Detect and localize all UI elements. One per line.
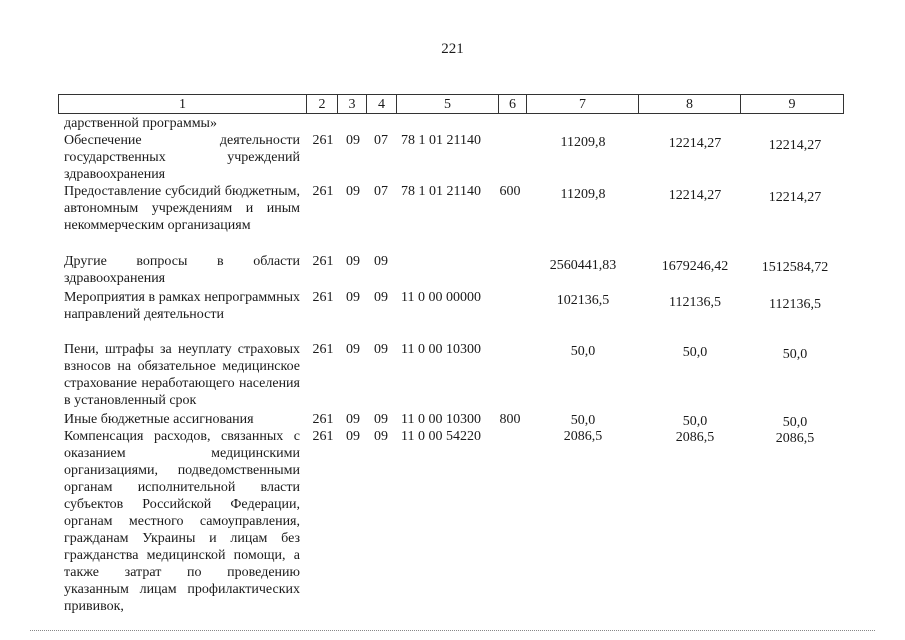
cell-target-article: 11 0 00 54220 bbox=[401, 429, 481, 444]
cell-section: 09 bbox=[346, 133, 360, 148]
cell-amount-year2: 1679246,42 bbox=[661, 259, 729, 274]
header-cell-3: 3 bbox=[338, 95, 367, 113]
cell-subsection: 07 bbox=[374, 133, 388, 148]
cell-subsection: 09 bbox=[374, 412, 388, 427]
header-cell-2: 2 bbox=[307, 95, 338, 113]
cell-amount-year2: 12214,27 bbox=[668, 136, 722, 151]
cell-amount-year2: 2086,5 bbox=[675, 430, 715, 445]
header-cell-7: 7 bbox=[527, 95, 639, 113]
scan-edge-rule bbox=[30, 630, 875, 632]
cell-target-article: 11 0 00 10300 bbox=[401, 412, 481, 427]
cell-target-article: 78 1 01 21140 bbox=[401, 133, 481, 148]
cell-amount-year2: 50,0 bbox=[682, 345, 708, 360]
cell-ministry: 261 bbox=[312, 429, 334, 444]
cell-section: 09 bbox=[346, 429, 360, 444]
cell-expense-type: 600 bbox=[499, 184, 521, 199]
row-description: Иные бюджетные ассигнования bbox=[64, 412, 254, 427]
cell-section: 09 bbox=[346, 342, 360, 357]
cell-subsection: 09 bbox=[374, 429, 388, 444]
cell-section: 09 bbox=[346, 254, 360, 269]
header-cell-8: 8 bbox=[639, 95, 741, 113]
cell-amount-year3: 12214,27 bbox=[768, 138, 822, 153]
header-cell-4: 4 bbox=[367, 95, 397, 113]
cell-target-article: 78 1 01 21140 bbox=[401, 184, 481, 199]
cell-amount-year3: 50,0 bbox=[782, 415, 808, 430]
cell-amount-year1: 102136,5 bbox=[556, 293, 610, 308]
cell-subsection: 07 bbox=[374, 184, 388, 199]
cell-amount-year1: 50,0 bbox=[570, 344, 596, 359]
table-header-row bbox=[58, 94, 844, 114]
row-description: Другие вопросы в области здравоохранения bbox=[64, 254, 300, 286]
cell-subsection: 09 bbox=[374, 342, 388, 357]
cell-amount-year3: 12214,27 bbox=[768, 190, 822, 205]
cell-ministry: 261 bbox=[312, 342, 334, 357]
row-description: Пени, штрафы за неуплату страховых взносов на обязательное медицинское страхование неработающего населения в установленный срок bbox=[64, 342, 300, 408]
cell-amount-year1: 2560441,83 bbox=[549, 258, 617, 273]
cell-section: 09 bbox=[346, 412, 360, 427]
cell-subsection: 09 bbox=[374, 290, 388, 305]
page-number: 221 bbox=[441, 41, 464, 57]
cell-amount-year3: 2086,5 bbox=[775, 431, 815, 446]
cell-ministry: 261 bbox=[312, 254, 334, 269]
cell-expense-type: 800 bbox=[499, 412, 521, 427]
cell-amount-year1: 11209,8 bbox=[560, 187, 606, 202]
cell-target-article: 11 0 00 10300 bbox=[401, 342, 481, 357]
cell-section: 09 bbox=[346, 290, 360, 305]
cell-target-article: 11 0 00 00000 bbox=[401, 290, 481, 305]
row-description: дарственной программы» bbox=[64, 116, 217, 131]
header-cell-6: 6 bbox=[499, 95, 527, 113]
cell-ministry: 261 bbox=[312, 133, 334, 148]
cell-amount-year2: 12214,27 bbox=[668, 188, 722, 203]
cell-amount-year2: 112136,5 bbox=[669, 295, 721, 310]
cell-amount-year1: 50,0 bbox=[570, 413, 596, 428]
cell-amount-year3: 112136,5 bbox=[769, 297, 821, 312]
row-description: Компенсация расходов, связанных с оказанием медицинскими организациями, подведомственными органам исполнительной власти субъектов Российской Федерации, органам местного самоуправления, гражданам Украины и лицам без гражданства медицинской помощи, а также затрат по проведению указанным лицам профилактических прививок, bbox=[64, 429, 300, 614]
row-description: Обеспечение деятельности государственных учреждений здравоохранения bbox=[64, 133, 300, 182]
row-description: Мероприятия в рамках непрограммных направлений деятельности bbox=[64, 290, 300, 322]
cell-ministry: 261 bbox=[312, 412, 334, 427]
cell-section: 09 bbox=[346, 184, 360, 199]
cell-amount-year2: 50,0 bbox=[682, 414, 708, 429]
header-cell-5: 5 bbox=[397, 95, 499, 113]
cell-ministry: 261 bbox=[312, 184, 334, 199]
header-cell-9: 9 bbox=[788, 97, 796, 112]
cell-ministry: 261 bbox=[312, 290, 334, 305]
cell-amount-year3: 1512584,72 bbox=[761, 260, 829, 275]
row-description: Предоставление субсидий бюджетным, автономным учреждениям и иным некоммерческим организациям bbox=[64, 184, 300, 233]
cell-amount-year1: 2086,5 bbox=[563, 429, 603, 444]
cell-amount-year3: 50,0 bbox=[782, 347, 808, 362]
header-cell-1: 1 bbox=[59, 95, 307, 113]
cell-amount-year1: 11209,8 bbox=[560, 135, 606, 150]
cell-subsection: 09 bbox=[374, 254, 388, 269]
